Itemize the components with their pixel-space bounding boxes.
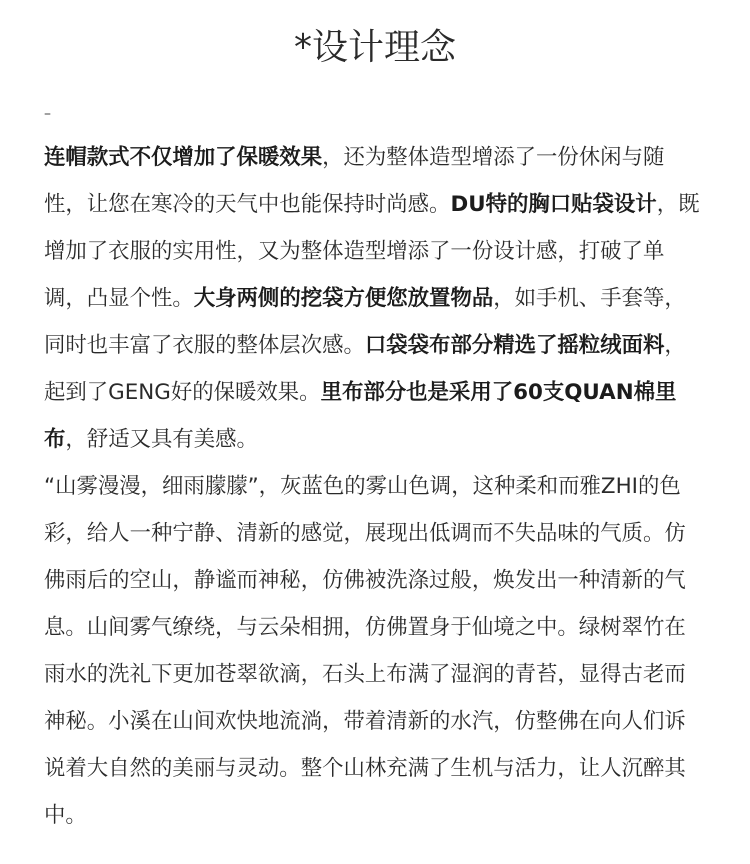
design-text-segment: 口袋袋布部分精选了摇粒绒面料 [364,333,665,358]
design-text-segment: ，起到了GENG好的保暖效果。 [44,333,686,405]
design-text-segment: ，还为整体造型增添了一份休闲与随性，让您在寒冷的天气中也能保持时尚感。 [44,145,665,217]
design-text-segment: 大身两侧的挖袋方便您放置物品 [193,286,494,311]
title-divider-dash: – [44,106,51,122]
design-text-segment: 里布部分也是采用了60支QUAN棉里布 [44,380,677,452]
design-text-segment: ，舒适又具有美感。 [65,427,258,452]
design-details-paragraph [44,134,706,463]
design-text-segment: DU特的胸口贴袋设计 [450,192,657,217]
color-story-paragraph: “山雾漫漫，细雨朦朦”，灰蓝色的雾山色调，这种柔和而雅ZHI的色彩，给人一种宁静、清新的感觉，展现出低调而不失品味的气质。仿佛雨后的空山，静谧而神秘，仿佛被洗涤过般，焕发出一种清新的气息。山间雾气缭绕，与云朵相拥，仿佛置身于仙境之中。绿树翠竹在雨水的洗礼下更加苍翠欲滴，石头上布满了湿润的青苔，显得古老而神秘。小溪在山间欢快地流淌，带着清新的水汽，仿整佛在向人们诉说着大自然的美丽与灵动。整个山林充满了生机与活力，让人沉醉其中。 [44,474,686,828]
design-text-segment: ，如手机、手套等，同时也丰富了衣服的整体层次感。 [44,286,686,358]
design-text-segment: ，既增加了衣服的实用性，又为整体造型增添了一份设计感，打破了单调，凸显个性。 [44,192,700,311]
description-body [44,134,706,839]
design-text-segment: 连帽款式不仅增加了保暖效果 [44,145,323,170]
page-title: *设计理念 [293,27,456,68]
